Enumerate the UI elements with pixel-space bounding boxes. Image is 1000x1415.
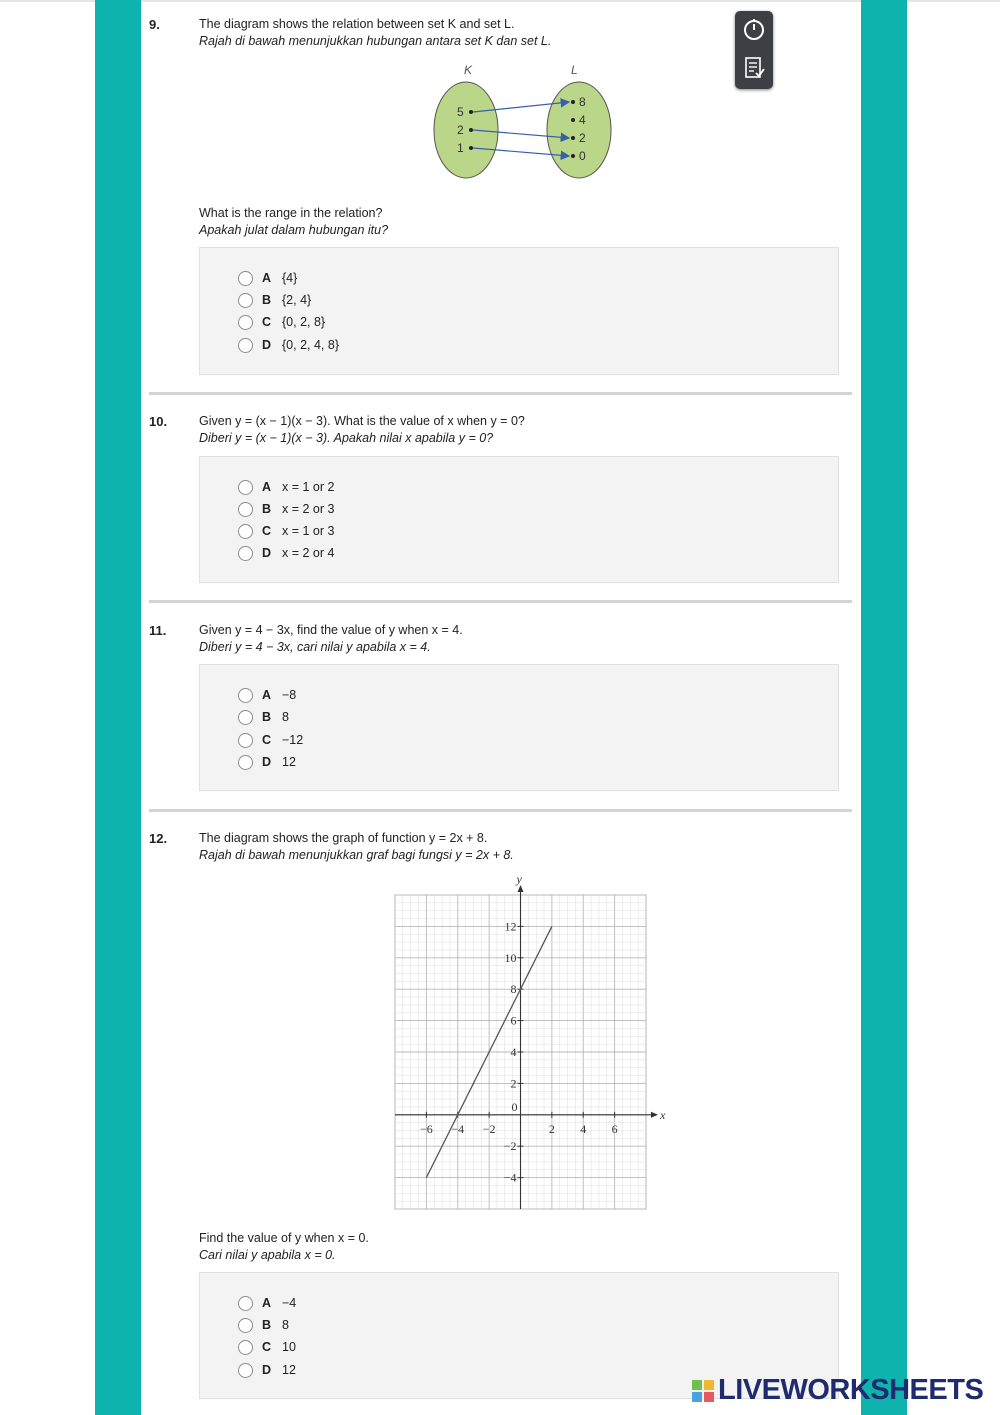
- answer-options-q9: [199, 247, 839, 375]
- x-tick-label: 2: [548, 1121, 555, 1136]
- timer-button[interactable]: [739, 15, 769, 45]
- question-text-ms: Diberi y = 4 − 3x, cari nilai y apabila x = 4.: [199, 640, 431, 654]
- radio-button[interactable]: [238, 710, 253, 725]
- option-c[interactable]: C 10: [238, 1338, 296, 1356]
- question-text-en: The diagram shows the graph of function y = 2x + 8.: [199, 831, 488, 845]
- option-b[interactable]: B 8: [238, 708, 289, 726]
- option-d[interactable]: D 12: [238, 1361, 296, 1379]
- left-accent-bar: [95, 0, 141, 1415]
- x-tick-label: 4: [580, 1121, 587, 1136]
- radio-button[interactable]: [238, 293, 253, 308]
- y-tick-label: −2: [503, 1139, 517, 1154]
- top-border: [0, 0, 1000, 2]
- radio-button[interactable]: [238, 688, 253, 703]
- option-d[interactable]: D 12: [238, 753, 296, 771]
- right-accent-bar: [861, 0, 907, 1415]
- x-tick-label: −2: [482, 1121, 496, 1136]
- checklist-icon: [739, 53, 769, 83]
- question-text-en: The diagram shows the relation between set K and set L.: [199, 17, 515, 31]
- l-element: 8: [579, 95, 586, 109]
- relation-diagram: [425, 58, 625, 186]
- option-a[interactable]: A {4}: [238, 269, 297, 287]
- y-tick-label: 12: [504, 919, 517, 934]
- question-text-ms: Rajah di bawah menunjukkan graf bagi fungsi y = 2x + 8.: [199, 848, 514, 862]
- question-text-ms: Diberi y = (x − 1)(x − 3). Apakah nilai x apabila y = 0?: [199, 431, 494, 445]
- radio-button[interactable]: [238, 1340, 253, 1355]
- question-text-ms: Rajah di bawah menunjukkan hubungan antara set K dan set L.: [199, 34, 552, 48]
- k-element: 2: [457, 123, 464, 137]
- l-element: 2: [579, 131, 586, 145]
- question-prompt-en: What is the range in the relation?: [199, 206, 383, 220]
- clock-icon: [739, 15, 769, 45]
- l-element: 0: [579, 149, 586, 163]
- option-b[interactable]: B 8: [238, 1316, 289, 1334]
- answer-options-q10: [199, 456, 839, 583]
- radio-button[interactable]: [238, 1363, 253, 1378]
- question-text-en: Given y = (x − 1)(x − 3). What is the value of x when y = 0?: [199, 414, 525, 428]
- x-axis-label: x: [660, 1107, 666, 1122]
- x-axis-arrow: [651, 1112, 658, 1118]
- option-a[interactable]: A −8: [238, 686, 296, 704]
- option-b[interactable]: B {2, 4}: [238, 291, 311, 309]
- section-divider: [149, 809, 852, 812]
- option-a[interactable]: A −4: [238, 1294, 296, 1312]
- radio-button[interactable]: [238, 733, 253, 748]
- set-k-oval: [434, 82, 498, 178]
- y-axis-arrow: [518, 885, 524, 892]
- option-a[interactable]: A x = 1 or 2: [238, 478, 334, 496]
- section-divider: [149, 600, 852, 603]
- radio-button[interactable]: [238, 755, 253, 770]
- radio-button[interactable]: [238, 524, 253, 539]
- liveworksheets-logo: [692, 1374, 983, 1407]
- answer-options-q11: [199, 664, 839, 791]
- question-number: 9.: [149, 17, 160, 32]
- x-tick-label: 6: [611, 1121, 618, 1136]
- question-prompt-en: Find the value of y when x = 0.: [199, 1231, 369, 1245]
- k-element: 1: [457, 141, 464, 155]
- question-text-en: Given y = 4 − 3x, find the value of y when x = 4.: [199, 623, 463, 637]
- y-tick-label: 6: [510, 1013, 517, 1028]
- set-k-label: K: [464, 63, 473, 77]
- radio-button[interactable]: [238, 502, 253, 517]
- question-text: [199, 16, 551, 50]
- radio-button[interactable]: [238, 546, 253, 561]
- function-graph: [385, 873, 670, 1213]
- y-axis-label: y: [516, 873, 522, 886]
- check-answers-button[interactable]: [739, 53, 769, 83]
- option-b[interactable]: B x = 2 or 3: [238, 500, 334, 518]
- radio-button[interactable]: [238, 1296, 253, 1311]
- set-l-label: L: [571, 63, 578, 77]
- question-number: 12.: [149, 831, 168, 846]
- k-element: 5: [457, 105, 464, 119]
- x-tick-label: −6: [419, 1121, 433, 1136]
- question-prompt: [199, 1230, 369, 1264]
- x-tick-label: −4: [451, 1121, 465, 1136]
- option-c[interactable]: C −12: [238, 731, 303, 749]
- worksheet-toolbar: [735, 11, 773, 89]
- y-tick-label: 10: [504, 950, 517, 965]
- option-d[interactable]: D {0, 2, 4, 8}: [238, 336, 339, 354]
- question-text: [199, 830, 514, 864]
- y-tick-label: 2: [510, 1076, 517, 1091]
- question-number: 11.: [149, 623, 167, 638]
- radio-button[interactable]: [238, 480, 253, 495]
- question-prompt-ms: Cari nilai y apabila x = 0.: [199, 1248, 336, 1262]
- radio-button[interactable]: [238, 338, 253, 353]
- question-prompt-ms: Apakah julat dalam hubungan itu?: [199, 223, 389, 237]
- question-text: [199, 413, 525, 447]
- radio-button[interactable]: [238, 315, 253, 330]
- radio-button[interactable]: [238, 1318, 253, 1333]
- radio-button[interactable]: [238, 271, 253, 286]
- brand-text: LIVEWORKSHEETS: [718, 1374, 984, 1406]
- l-element: 4: [579, 113, 586, 127]
- option-c[interactable]: C {0, 2, 8}: [238, 313, 325, 331]
- y-tick-label: −4: [503, 1170, 517, 1185]
- origin-label: 0: [511, 1099, 518, 1114]
- section-divider: [149, 392, 852, 395]
- question-number: 10.: [149, 414, 168, 429]
- option-c[interactable]: C x = 1 or 3: [238, 522, 334, 540]
- brand-icon: [692, 1380, 714, 1402]
- question-text: [199, 622, 463, 656]
- y-tick-label: 4: [510, 1045, 517, 1059]
- question-prompt: [199, 205, 388, 239]
- y-tick-label: 8: [510, 982, 517, 997]
- option-d[interactable]: D x = 2 or 4: [238, 544, 334, 562]
